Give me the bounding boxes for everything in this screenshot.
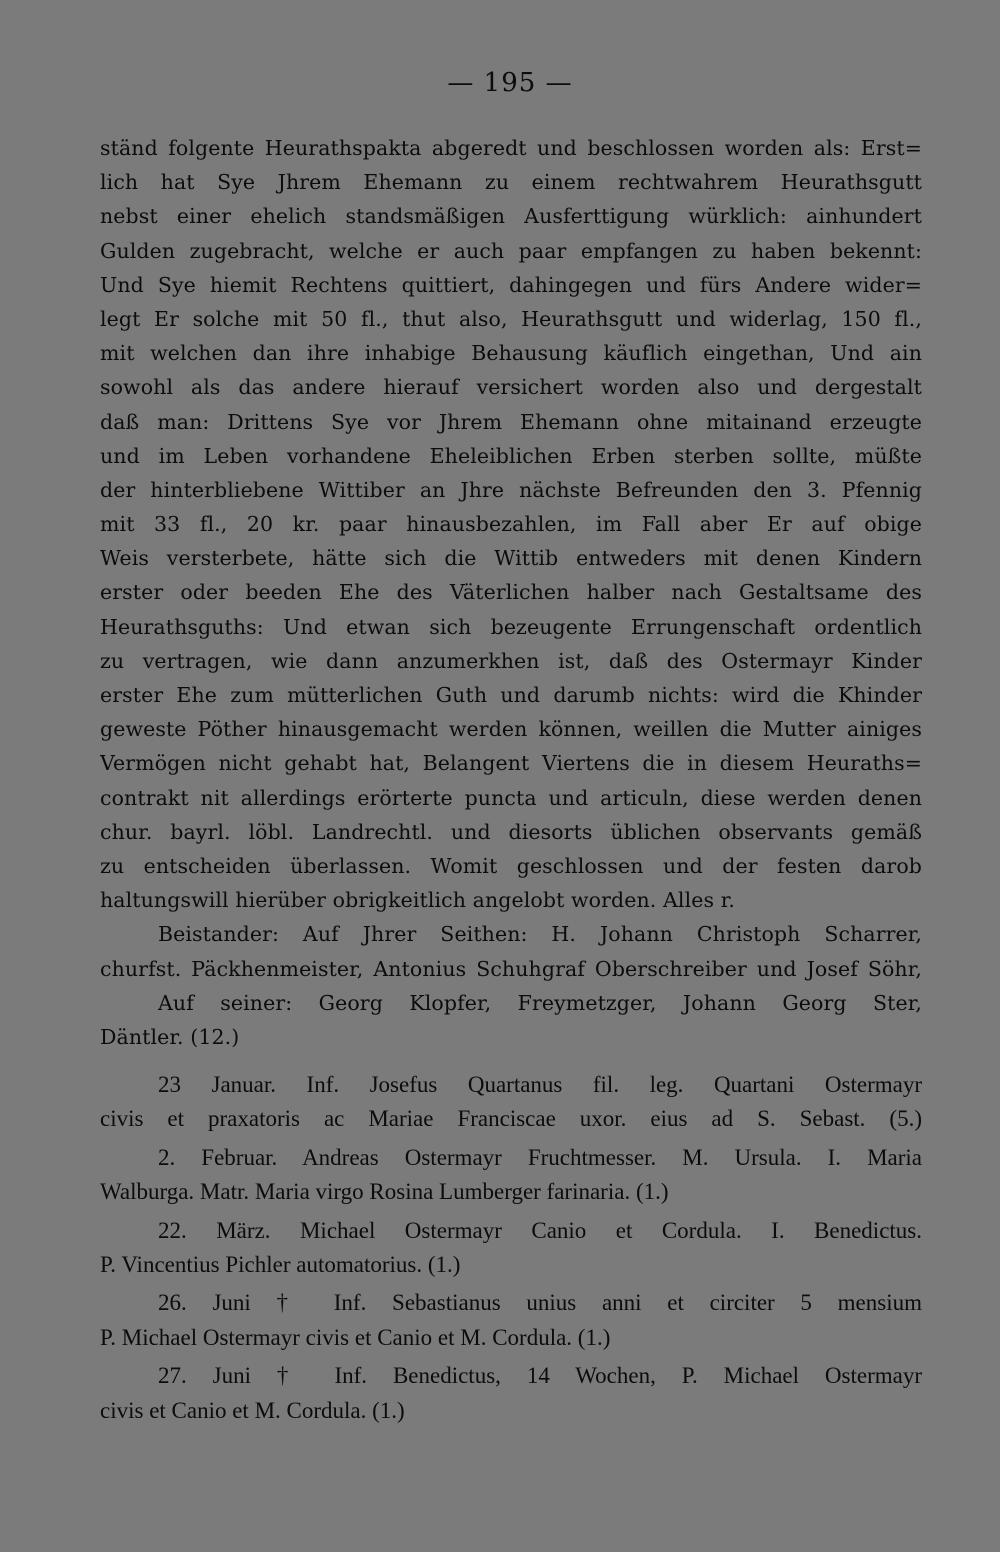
entry-line: 22. März. Michael Ostermayr Canio et Cordula. I. Benedictus.	[158, 1217, 922, 1243]
entry-line: 26. Juni † Inf. Sebastianus unius anni et circiter 5 mensium	[158, 1290, 922, 1316]
entry-line: 23 Januar. Inf. Josefus Quartanus fil. leg. Quartani Ostermayr	[158, 1072, 922, 1097]
contract-text	[100, 131, 922, 1054]
text-line: chur. bayrl. löbl. Landrechtl. und diesorts üblichen observants gemäß	[100, 819, 922, 844]
text-line: zu vertragen, wie dann anzumerkhen ist, daß des Ostermayr Kinder	[100, 648, 922, 673]
text-line: lich hat Sye Jhrem Ehemann zu einem rechtwahrem Heurathsgutt	[100, 170, 922, 195]
text-line: geweste Pöther hinausgemacht werden können, weillen die Mutter ainiges	[100, 717, 922, 742]
text-line: erster Ehe zum mütterlichen Guth und darumb nichts: wird die Khinder	[100, 683, 922, 707]
register-entries	[100, 1068, 922, 1428]
text-line: Weis versterbete, hätte sich die Wittib entweders mit denen Kindern	[100, 546, 922, 571]
text-line: Heurathsguths: Und etwan sich bezeugente Errungenschaft ordentlich	[100, 614, 922, 639]
text-line: Gulden zugebracht, welche er auch paar empfangen zu haben bekennt:	[100, 238, 922, 263]
entry-line: Walburga. Matr. Maria virgo Rosina Lumberger farinaria. (1.)	[100, 1179, 669, 1205]
witness-line: Auf seiner: Georg Klopfer, Freymetzger, Johann Georg Ster,	[158, 990, 922, 1015]
text-line: der hinterbliebene Wittiber an Jhre nächste Befreunden den 3. Pfennig	[100, 477, 922, 502]
page-number-header: — 195 —	[447, 68, 573, 98]
witness-line: Beistander: Auf Jhrer Seithen: H. Johann Christoph Scharrer,	[158, 922, 922, 947]
witness-line: churfst. Päckhenmeister, Antonius Schuhgraf Oberschreiber und Josef Söhr,	[100, 956, 922, 981]
text-line: mit welchen dan ihre inhabige Behausung käuflich eingethan, Und ain	[100, 341, 922, 366]
entry-line: civis et Canio et M. Cordula. (1.)	[100, 1397, 405, 1423]
text-line: sowohl als das andere hierauf versichert worden also und dergestalt	[100, 375, 922, 400]
entry-line: P. Michael Ostermayr civis et Canio et M. Cordula. (1.)	[100, 1324, 611, 1350]
text-line: legt Er solche mit 50 fl., thut also, Heurathsgutt und widerlag, 150 fl.,	[100, 306, 922, 331]
entry-line: civis et praxatoris ac Mariae Franciscae uxor. eius ad S. Sebast. (5.)	[100, 1106, 922, 1132]
entry-line: 2. Februar. Andreas Ostermayr Fruchtmesser. M. Ursula. I. Maria	[158, 1144, 922, 1170]
text-line: ständ folgente Heurathspakta abgeredt und beschlossen worden als: Erst=	[100, 136, 922, 160]
text-line: contrakt nit allerdings erörterte puncta und articuln, diese werden denen	[100, 785, 922, 810]
entry-line: P. Vincentius Pichler automatorius. (1.)	[100, 1251, 461, 1277]
text-line: nebst einer ehelich standsmäßigen Ausferttigung würklich: ainhundert	[100, 204, 922, 229]
entry-line: 27. Juni † Inf. Benedictus, 14 Wochen, P. Michael Ostermayr	[158, 1363, 922, 1389]
text-line: haltungswill hierüber obrigkeitlich angelobt worden. Alles r.	[100, 888, 735, 913]
text-line: und im Leben vorhandene Eheleiblichen Erben sterben sollte, müßte	[100, 443, 922, 468]
text-line: daß man: Drittens Sye vor Jhrem Ehemann ohne mitainand erzeugte	[100, 409, 922, 434]
text-line: Und Sye hiemit Rechtens quittiert, dahingegen und fürs Andere wider=	[100, 272, 922, 297]
text-line: mit 33 fl., 20 kr. paar hinausbezahlen, im Fall aber Er auf obige	[100, 512, 922, 537]
text-line: Vermögen nicht gehabt hat, Belangent Viertens die in diesem Heuraths=	[100, 751, 922, 776]
text-line: erster oder beeden Ehe des Väterlichen halber nach Gestaltsame des	[100, 580, 922, 605]
witness-line: Däntler. (12.)	[100, 1024, 240, 1049]
text-line: zu entscheiden überlassen. Womit geschlossen und der festen darob	[100, 853, 922, 878]
